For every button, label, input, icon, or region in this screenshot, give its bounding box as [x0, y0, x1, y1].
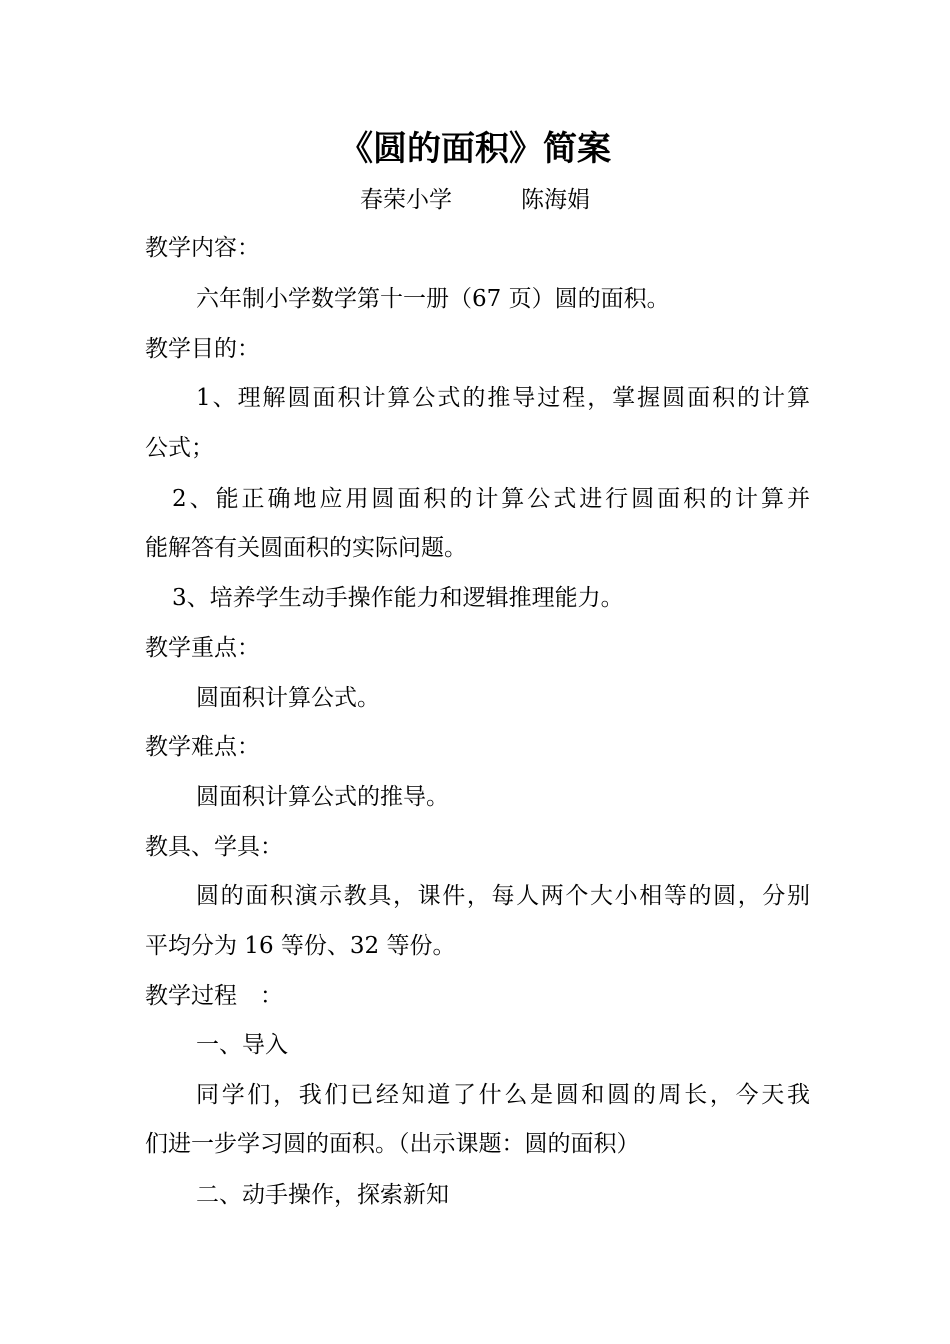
heading-teaching-process: 教学过程 ：	[145, 983, 283, 1009]
heading-key-point: 教学重点：	[145, 635, 260, 661]
goal-3: 3、培养学生动手操作能力和逻辑推理能力。	[172, 585, 624, 611]
heading-teaching-content: 教学内容：	[145, 235, 260, 261]
section-2-heading: 二、动手操作，探索新知	[196, 1182, 449, 1208]
goal-2-line-2: 能解答有关圆面积的实际问题。	[145, 535, 467, 561]
document-title: 《圆的面积》简案	[339, 129, 611, 169]
goal-1-line-1: 1、理解圆面积计算公式的推导过程，掌握圆面积的计算	[196, 385, 810, 411]
goal-2-line-1: 2、能正确地应用圆面积的计算公式进行圆面积的计算并	[172, 486, 810, 512]
heading-teaching-aids: 教具、学具：	[145, 834, 283, 860]
goal-1-line-2: 公式；	[145, 435, 214, 461]
author-byline: 春荣小学 陈海娟	[360, 187, 590, 213]
key-point-text: 圆面积计算公式。	[196, 685, 380, 711]
teaching-aids-line-1: 圆的面积演示教具，课件，每人两个大小相等的圆，分别	[196, 883, 810, 909]
section-1-text-line-2: 们进一步学习圆的面积。（出示课题：圆的面积）	[145, 1131, 640, 1157]
section-1-text-line-1: 同学们，我们已经知道了什么是圆和圆的周长，今天我	[196, 1082, 810, 1108]
section-1-heading: 一、导入	[196, 1032, 288, 1058]
difficulty-text: 圆面积计算公式的推导。	[196, 784, 449, 810]
heading-difficulty: 教学难点：	[145, 734, 260, 760]
teaching-aids-line-2: 平均分为 16 等份、32 等份。	[145, 933, 456, 959]
heading-teaching-goals: 教学目的：	[145, 336, 260, 362]
paragraph-content-text: 六年制小学数学第十一册（67 页）圆的面积。	[196, 286, 670, 312]
